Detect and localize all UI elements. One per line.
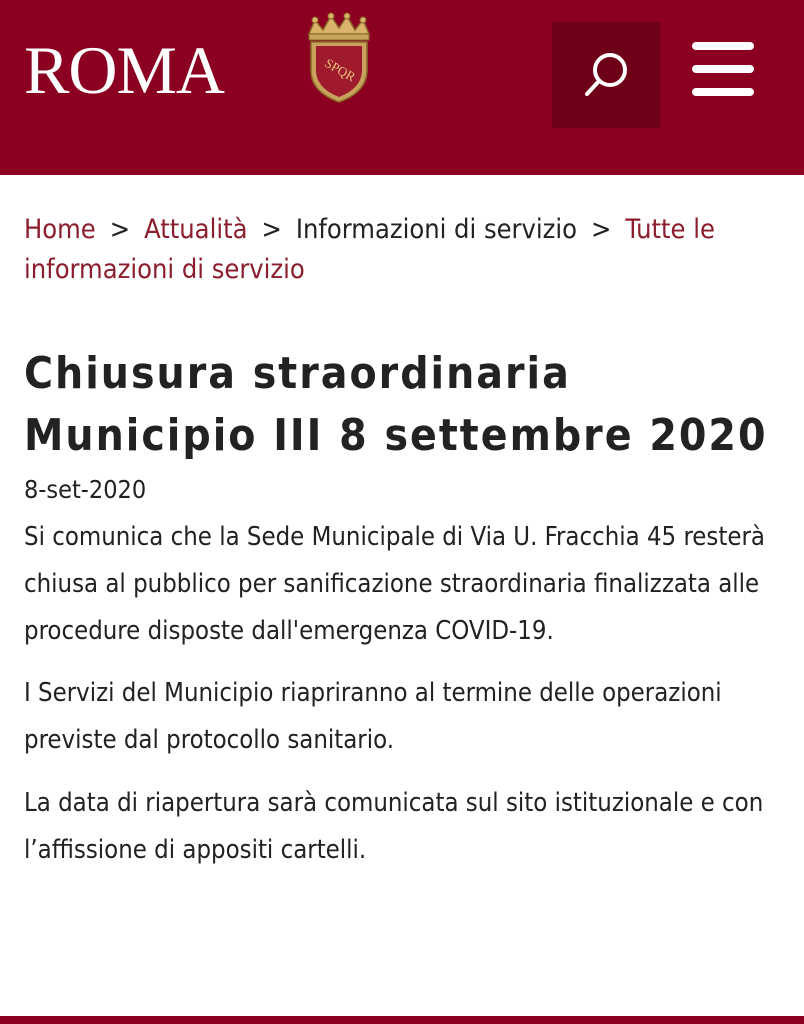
- article-paragraph: La data di riapertura sarà comunicata sul sito istituzionale e con l’affissione di appositi cartelli.: [24, 788, 764, 865]
- breadcrumb-tutte-informazioni[interactable]: Tutte le informazioni di servizio: [24, 214, 715, 285]
- menu-bar: [692, 88, 754, 96]
- breadcrumb-home[interactable]: Home: [24, 214, 96, 245]
- footer-bar: [0, 1016, 804, 1024]
- publication-date: 8-set-2020: [24, 475, 147, 504]
- hamburger-menu-button[interactable]: [688, 40, 758, 98]
- page-title-line-2: Municipio III 8 settembre 2020: [24, 410, 768, 461]
- breadcrumb-attualita[interactable]: Attualità: [144, 214, 248, 245]
- page-title-line-1: Chiusura straordinaria: [24, 348, 571, 399]
- spqr-emblem-icon: [303, 12, 375, 104]
- breadcrumb-separator: >: [109, 214, 131, 245]
- article-paragraph: I Servizi del Municipio riapriranno al termine delle operazioni previste dal protocollo sanitario.: [24, 678, 722, 755]
- menu-bar: [692, 42, 754, 50]
- breadcrumb-informazioni-servizio: Informazioni di servizio: [295, 214, 578, 245]
- search-icon: [580, 49, 632, 101]
- search-button[interactable]: [552, 22, 660, 128]
- breadcrumb-separator: >: [261, 214, 282, 245]
- roma-logo[interactable]: ROMA: [24, 32, 225, 108]
- menu-bar: [692, 65, 754, 73]
- site-header: [0, 0, 804, 175]
- breadcrumb-separator: >: [591, 214, 612, 245]
- breadcrumb: [24, 210, 784, 290]
- page-title: [24, 343, 794, 467]
- svg-text:SPQR: SPQR: [322, 55, 359, 85]
- article-paragraph: Si comunica che la Sede Municipale di Via U. Fracchia 45 resterà chiusa al pubblico per sanificazione straordinaria finalizzata alle procedure disposte dall'emergenza COVID-19.: [24, 522, 765, 646]
